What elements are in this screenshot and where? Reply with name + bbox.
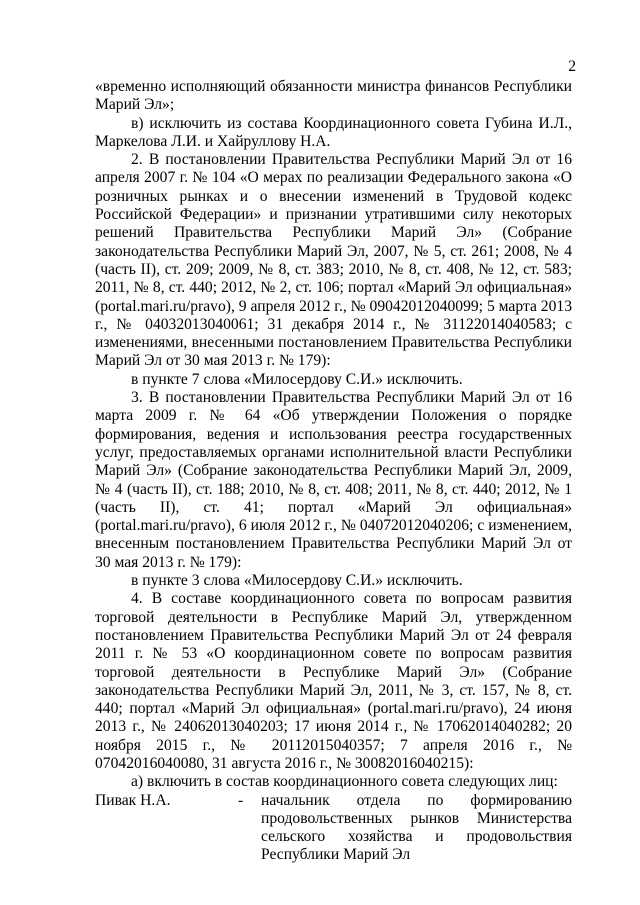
appointment-dash: - [238, 791, 244, 809]
document-body [95, 78, 572, 865]
paragraph-3: 2. В постановлении Правительства Республики Марий Эл от 16 апреля 2007 г. № 104 «О мерах по реализации Федерального закона «О розничных рынках и о внесении изменений в Трудовой кодекс Российской Федерации» и признании утратившими силу некоторых решений Правительства Республики Марий Эл» (Собрание законодательства Республики Марий Эл, 2007, № 5, ст. 261; 2008, № 4 (часть II), ст. 209; 2009, № 8, ст. 383; 2010, № 8, ст. 408, № 12, ст. 583; 2011, № 8, ст. 440; 2012, № 2, ст. 106; портал «Марий Эл официальная» (portal.mari.ru/pravo), 9 апреля 2012 г., № 09042012040099; 5 марта 2013 г., № 04032013040061; 31 декабря 2014 г., № 31122014040583; с изменениями, внесенными постановлением Правительства Республики Марий Эл от 30 мая 2013 г. № 179): [95, 151, 572, 370]
page-number: 2 [568, 58, 576, 75]
paragraph-6: в пункте 3 слова «Милосердову С.И.» исключить. [131, 572, 463, 590]
paragraph-1: «временно исполняющий обязанности министра финансов Республики Марий Эл»; [95, 78, 572, 114]
paragraph-8: а) включить в состав координационного совета следующих лиц: [131, 773, 558, 791]
appointment-entry [95, 792, 572, 865]
paragraph-2: в) исключить из состава Координационного совета Губина И.Л., Маркелова Л.И. и Хайруллову Н.А. [95, 114, 572, 150]
appointee-name: Пивак Н.А. [95, 791, 171, 809]
paragraph-7: 4. В составе координационного совета по вопросам развития торговой деятельности в Республике Марий Эл, утвержденном постановлением Правительства Республики Марий Эл от 24 февраля 2011 г. № 53 «О координационном совете по вопросам развития торговой деятельности в Республике Марий Эл» (Собрание законодательства Республики Марий Эл, 2011, № 3, ст. 157, № 8, ст. 440; портал «Марий Эл официальная» (portal.mari.ru/pravo), 24 июня 2013 г., № 24062013040203; 17 июня 2014 г., № 17062014040282; 20 ноября 2015 г., № 20112015040357; 7 апреля 2016 г., № 07042016040080, 31 августа 2016 г., № 30082016040215): [95, 590, 572, 772]
appointee-role: начальник отдела по формированию продовольственных рынков Министерства сельского хозяйства и продовольствия Республики Марий Эл [261, 791, 572, 864]
paragraph-5: 3. В постановлении Правительства Республики Марий Эл от 16 марта 2009 г. № 64 «Об утверждении Положения о порядке формирования, ведения и использования реестра государственных услуг, предоставляемых органами исполнительной власти Республики Марий Эл» (Собрание законодательства Республики Марий Эл, 2009, № 4 (часть II), ст. 188; 2010, № 8, ст. 408; 2011, № 8, ст. 440; 2012, № 1 (часть II), ст. 41; портал «Марий Эл официальная» (portal.mari.ru/pravo), 6 июля 2012 г., № 04072012040206; с изменением, внесенным постановлением Правительства Республики Марий Эл от 30 мая 2013 г. № 179): [95, 389, 572, 571]
paragraph-4: в пункте 7 слова «Милосердову С.И.» исключить. [131, 370, 463, 388]
